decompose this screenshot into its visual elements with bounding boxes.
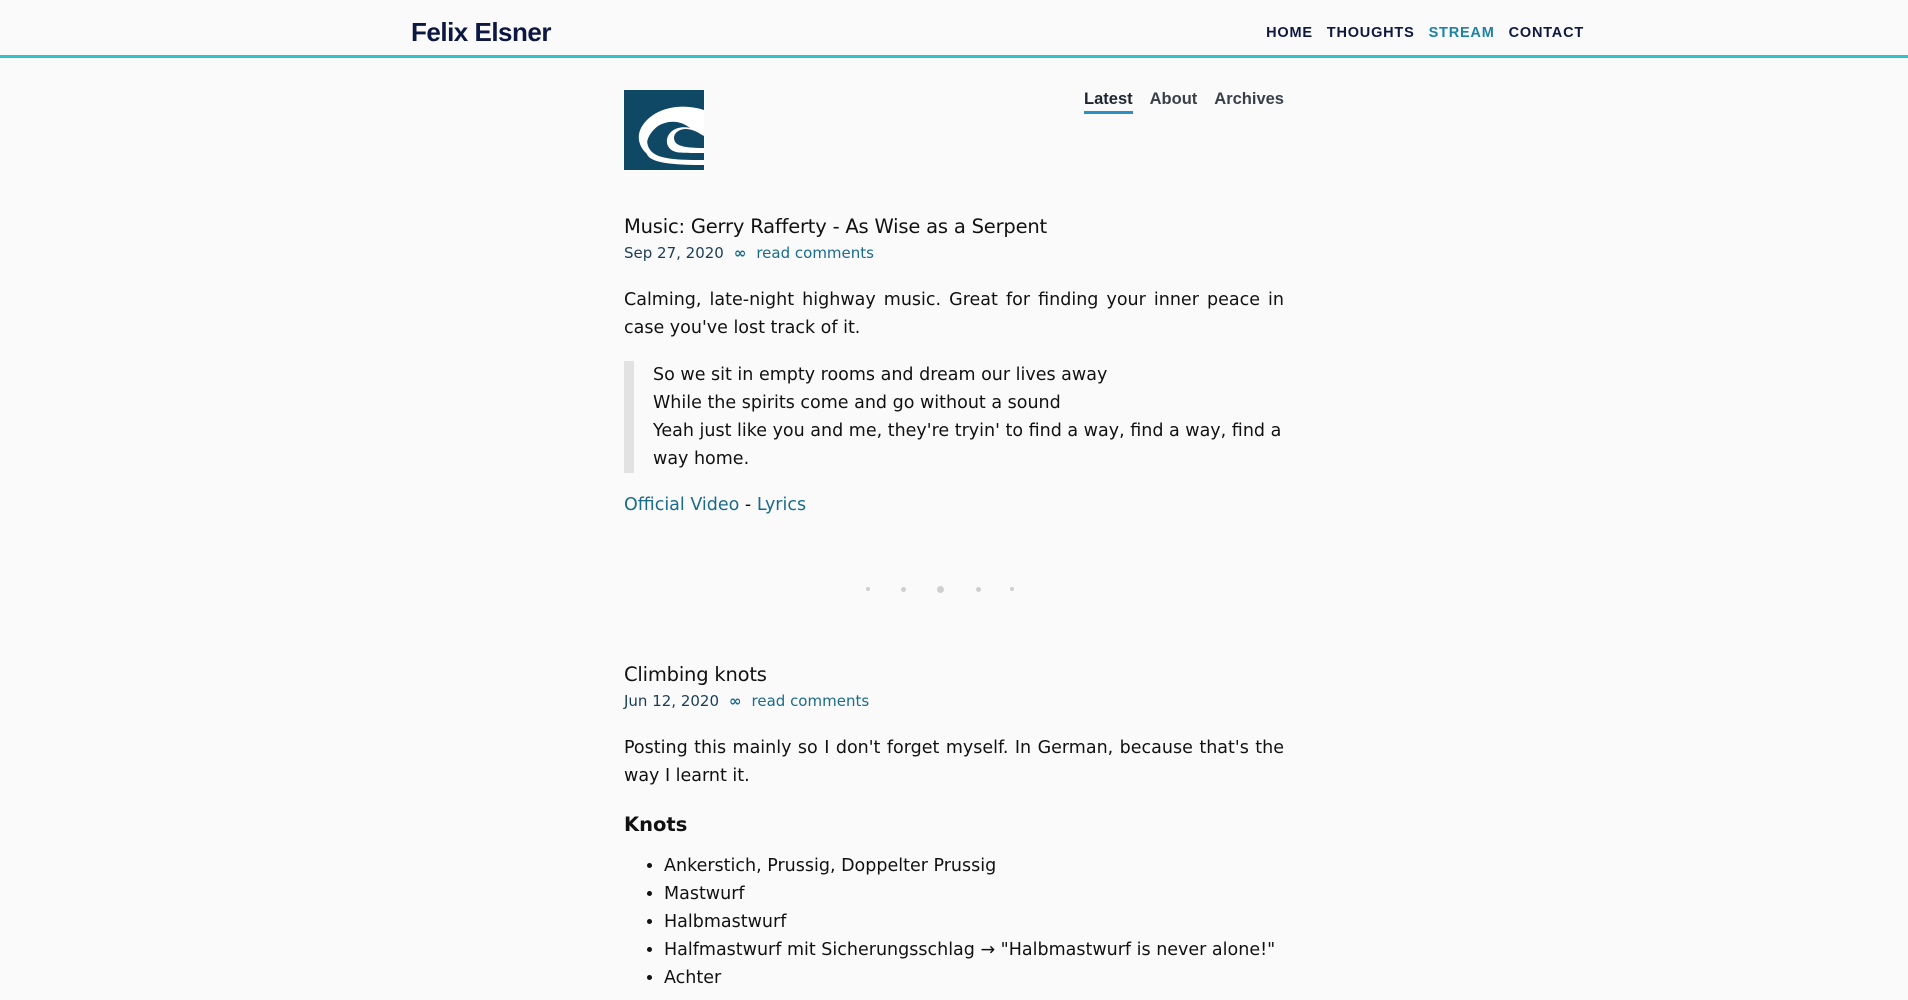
divider-dot bbox=[866, 587, 870, 591]
divider-dot bbox=[976, 587, 981, 592]
post-body bbox=[624, 734, 1284, 992]
post-links bbox=[624, 491, 1284, 519]
post-title: Climbing knots bbox=[624, 663, 767, 686]
divider-dot bbox=[901, 587, 906, 592]
knots-list bbox=[624, 852, 1284, 992]
post-meta bbox=[624, 691, 1284, 711]
nav-stream[interactable]: STREAM bbox=[1428, 25, 1495, 41]
post-body bbox=[624, 286, 1284, 519]
site-header bbox=[0, 0, 1908, 58]
post-title: Music: Gerry Rafferty - As Wise as a Serpent bbox=[624, 215, 1047, 238]
subnav-about[interactable]: About bbox=[1149, 90, 1198, 108]
list-item: • Mastwurf bbox=[664, 880, 1284, 908]
top-nav bbox=[1266, 25, 1584, 41]
nav-home[interactable]: HOME bbox=[1266, 25, 1313, 41]
subnav-latest[interactable]: Latest bbox=[1084, 90, 1133, 114]
read-comments-link[interactable]: read comments bbox=[751, 692, 870, 710]
lyrics-quote bbox=[624, 361, 1284, 473]
post-climbing-knots bbox=[624, 662, 1284, 992]
list-item: • Halbmastwurf bbox=[664, 908, 1284, 936]
lyrics-link[interactable]: Lyrics bbox=[756, 495, 807, 515]
infinity-icon: ∞ bbox=[729, 692, 742, 710]
quote-line: While the spirits come and go without a sound bbox=[653, 393, 1061, 413]
divider-dot bbox=[937, 586, 944, 593]
post-date: Sep 27, 2020 bbox=[624, 244, 724, 262]
stream-logo[interactable] bbox=[624, 90, 704, 170]
post-paragraph: Posting this mainly so I don't forget myself. In German, because that's the way I learnt it. bbox=[624, 738, 1284, 786]
official-video-link[interactable]: Official Video bbox=[624, 495, 740, 515]
section-heading: Knots bbox=[624, 813, 688, 836]
divider-dot bbox=[1010, 587, 1014, 591]
quote-line: So we sit in empty rooms and dream our lives away bbox=[653, 365, 1108, 385]
read-comments-link[interactable]: read comments bbox=[756, 244, 874, 262]
list-item: • Ankerstich, Prussig, Doppelter Prussig bbox=[664, 852, 1284, 880]
nav-thoughts[interactable]: THOUGHTS bbox=[1326, 25, 1415, 41]
post-divider bbox=[624, 584, 1284, 594]
links-separator: - bbox=[739, 495, 757, 515]
list-item: • Halfmastwurf mit Sicherungsschlag → "Halbmastwurf is never alone!" bbox=[664, 936, 1284, 964]
site-title[interactable]: Felix Elsner bbox=[411, 17, 551, 47]
post-paragraph: Calming, late-night highway music. Great for finding your inner peace in case you've lost track of it. bbox=[624, 290, 1284, 338]
post-music bbox=[624, 214, 1284, 519]
quote-line: Yeah just like you and me, they're tryin' to find a way, find a way, find a way home. bbox=[653, 421, 1282, 469]
list-item: • Achter bbox=[664, 964, 1284, 992]
infinity-icon: ∞ bbox=[733, 244, 747, 262]
wave-icon bbox=[624, 90, 704, 170]
nav-contact[interactable]: CONTACT bbox=[1508, 25, 1584, 41]
post-date: Jun 12, 2020 bbox=[624, 692, 720, 710]
subnav-archives[interactable]: Archives bbox=[1214, 90, 1284, 108]
post-meta bbox=[624, 243, 1284, 263]
sub-nav bbox=[1084, 90, 1284, 114]
